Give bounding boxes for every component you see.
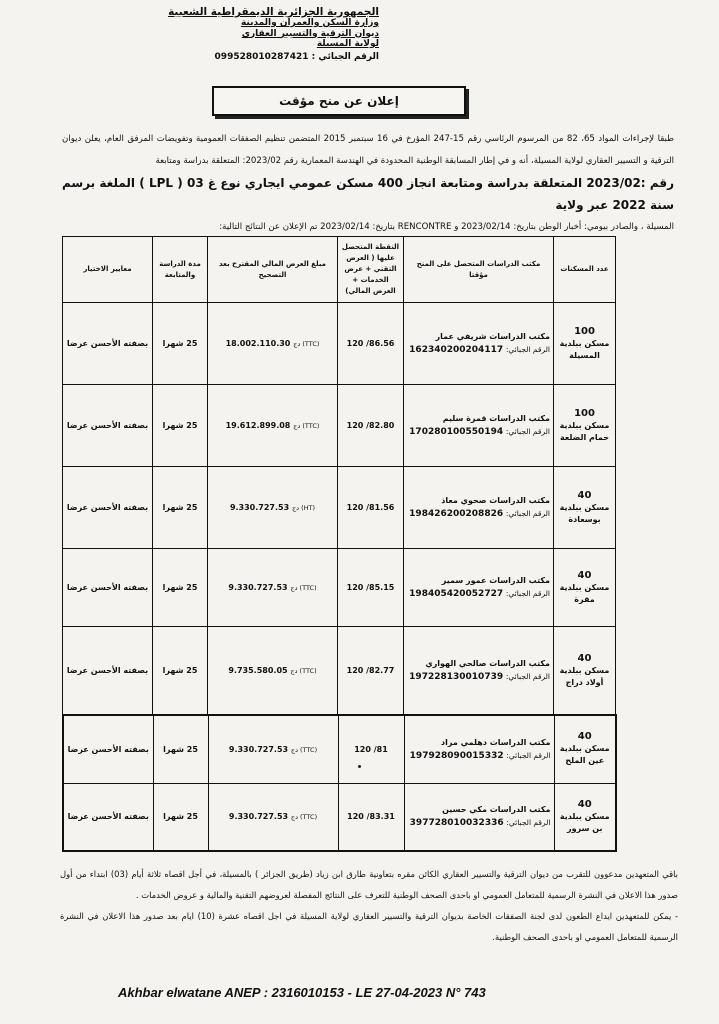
cell-duration: 25 شهرا <box>153 303 208 385</box>
count-label: مسكن ببلدية حمام الضلعة <box>559 420 610 442</box>
cell-duration: 25 شهرا <box>153 627 208 715</box>
cell-criteria: بصفته الأحسن عرضا <box>63 385 153 467</box>
cell-note: 120 /81.56 <box>338 467 404 549</box>
header-office: ديوان الترقية والتسيير العقاري <box>241 28 379 39</box>
letterhead <box>119 6 379 63</box>
table-header-row <box>63 237 616 303</box>
amount-value: 9.735.580.05 <box>228 666 288 675</box>
office-name: مكتب الدراسات عمور سمير <box>441 576 550 585</box>
intro-paragraph-3: المسيلة ، والصادر بيومي: أخبار الوطن بتاريخ: 2023/02/14 و RENCONTRE بتاريخ: 2023/02/14 تم الإعلان عن النتائج التالية: <box>219 222 674 232</box>
office-name: مكتب الدراسات صالحي الهواري <box>425 659 550 668</box>
amount-value: 9.330.727.53 <box>229 503 290 512</box>
cell-amount <box>208 303 338 385</box>
count-label: مسكن ببلدية بن سرور <box>559 811 610 833</box>
count-label: مسكن ببلدية مقرة <box>559 582 610 604</box>
header-tax-label: الرقم الجبائي : <box>311 51 379 62</box>
footer-paragraph-2: - يمكن للمتعهدين ايداع الطعون لدى لجنة الصفقات الخاصة بديوان الترقية والتسيير العقاري لولاية المسيلة في اجل اقصاه عشرة (10) ايام بعد صدور هذا الاعلان في النشرة الرسمية للمتعامل العمومي او باحدى الصحف الوطنية. <box>60 911 678 942</box>
scan-speck <box>358 765 361 768</box>
count-number: 40 <box>577 489 592 501</box>
office-tax-id: 198405420052727 <box>409 589 504 599</box>
cell-office <box>404 549 554 627</box>
cell-count <box>554 467 616 549</box>
cell-count <box>554 627 616 715</box>
office-name: مكتب الدراسات دهلمي مراد <box>441 737 551 747</box>
office-tax-label: الرقم الجبائي: <box>505 509 550 518</box>
amount-value: 9.330.727.53 <box>228 744 289 754</box>
amount-value: 9.330.727.53 <box>228 583 288 592</box>
count-number: 40 <box>577 569 592 581</box>
amount-value: 9.330.727.53 <box>228 812 289 822</box>
count-number: 100 <box>574 407 595 419</box>
header-tax-number: 099528010287421 <box>214 51 309 62</box>
intro-paragraph-1: طبقا لإجراءات المواد 65، 82 من المرسوم الرئاسي رقم 15-247 المؤرخ في 16 سبتمبر 2015 المتضمن تنظيم الصفقات العمومية وتفويضات المرفق العام، يعلن ديوان الترقية و التسيير العقاري لولاية المسيلة، أنه و في إطار المسابقة الوطنية المحدودة في الهندسة المعمارية رقم 2023/02: المتعلقة بدراسة ومتابعة <box>62 134 674 166</box>
cell-amount <box>208 385 338 467</box>
cell-amount <box>208 467 338 549</box>
results-body-1 <box>63 303 616 715</box>
office-tax-id: 170280100550194 <box>409 427 504 437</box>
cell-duration: 25 شهرا <box>153 549 208 627</box>
table-row <box>63 385 616 467</box>
cell-office <box>404 303 554 385</box>
cell-note: 120 /85.15 <box>338 549 404 627</box>
header-duration: مدة الدراسة والمتابعة <box>153 237 208 303</box>
cell-duration: 25 شهرا <box>153 783 208 851</box>
count-label: مسكن ببلدية بوسعادة <box>559 502 610 524</box>
amount-tag: دج (TTC) <box>293 422 320 430</box>
office-name: مكتب الدراسات قمرة سليم <box>442 414 550 423</box>
cell-office <box>404 627 554 715</box>
table-row <box>63 549 616 627</box>
amount-tag: دج (TTC) <box>290 745 318 754</box>
cell-count <box>554 715 616 783</box>
table-row <box>63 467 616 549</box>
office-tax-id: 162340200204117 <box>409 345 504 355</box>
cell-criteria: بصفته الأحسن عرضا <box>63 549 153 627</box>
header-amount: مبلغ العرض المالي المقترح بعد التصحيح <box>208 237 338 303</box>
office-tax-label: الرقم الجبائي: <box>505 427 550 436</box>
header-count: عدد المسكنات <box>554 237 616 303</box>
announcement-title: إعلان عن منح مؤقت <box>212 86 466 116</box>
cell-office <box>404 467 554 549</box>
cell-criteria: بصفته الأحسن عرضا <box>63 627 153 715</box>
cell-criteria: بصفته الأحسن عرضا <box>63 303 153 385</box>
footer-text <box>60 864 678 948</box>
cell-office <box>404 385 554 467</box>
count-label: مسكن ببلدية عين الملح <box>559 744 610 766</box>
cell-criteria: بصفته الأحسن عرضا <box>63 715 153 783</box>
intro-paragraph-2: رقم :2023/02 المتعلقة بدراسة ومتابعة انجاز 400 مسكن عمومي ايجاري نوع غ 03 ( LPL ) الملغة برسم سنة 2022 عبر ولاية <box>62 176 674 212</box>
header-wilaya: لولاية المسيلة <box>316 39 379 49</box>
cell-duration: 25 شهرا <box>153 715 208 783</box>
results-table <box>62 236 616 715</box>
office-tax-id: 197228130010739 <box>409 672 504 682</box>
cell-note: 120 /82.77 <box>338 627 404 715</box>
header-note: النقطة المتحصل عليها ( العرض التقني + عرض الخدمات + العرض المالي) <box>338 237 404 303</box>
count-number: 100 <box>574 325 595 337</box>
count-number: 40 <box>577 731 592 743</box>
cell-amount <box>208 783 338 851</box>
cell-amount <box>208 715 338 783</box>
amount-tag: دج (HT) <box>291 504 316 512</box>
header-ministry: وزارة السكن والعمران والمدينة <box>240 18 379 28</box>
cell-count <box>554 385 616 467</box>
intro-text <box>62 128 674 238</box>
cell-criteria: بصفته الأحسن عرضا <box>63 467 153 549</box>
cell-amount <box>208 627 338 715</box>
count-label: مسكن ببلدية المسيلة <box>559 338 610 360</box>
table-row <box>63 783 616 851</box>
office-tax-label: الرقم الجبائي: <box>505 345 550 354</box>
count-number: 40 <box>577 652 592 664</box>
cell-duration: 25 شهرا <box>153 385 208 467</box>
cell-office <box>404 783 554 851</box>
cell-count <box>554 783 616 851</box>
header-criteria: معايير الاختيار <box>63 237 153 303</box>
office-tax-label: الرقم الجبائي: <box>505 589 550 598</box>
office-tax-label: الرقم الجبائي: <box>506 818 551 828</box>
amount-tag: دج (TTC) <box>293 340 320 348</box>
results-body-2 <box>63 715 616 851</box>
amount-tag: دج (TTC) <box>290 667 317 675</box>
results-table-continued <box>62 714 617 852</box>
table-row <box>63 303 616 385</box>
footer-paragraph-1: باقي المتعهدين مدعوون للتقرب من ديوان الترقية والتسيير العقاري الكائن مقره بتعاونية طارق ابن زياد (طريق الجزائر ) بالمسيلة، في أجل اقصاه ثلاثة أيام (03) ابتداء من أول صدور هذا الاعلان في النشرة الرسمية للمتعامل العمومي او باحدى الصحف الوطنية للتعرف على النتائج المفصلة لعروضهم التقنية والمالية و عروض الخدمات . <box>60 869 679 900</box>
cell-note: 120 /83.31 <box>338 783 404 851</box>
amount-tag: دج (TTC) <box>290 813 318 822</box>
header-tax-id <box>119 52 379 63</box>
count-label: مسكن ببلدية أولاد دراج <box>559 665 610 687</box>
amount-tag: دج (TTC) <box>290 584 317 592</box>
cell-duration: 25 شهرا <box>153 467 208 549</box>
cell-note: 120 /82.80 <box>338 385 404 467</box>
office-tax-id: 198426200208826 <box>409 509 504 519</box>
office-tax-id: 197928090015332 <box>409 750 504 761</box>
table-row <box>63 715 616 783</box>
cell-criteria: بصفته الأحسن عرضا <box>63 783 153 851</box>
header-office: مكتب الدراسات المتحصل على المنح مؤقتا <box>404 237 554 303</box>
office-name: مكتب الدراسات صحوي معاذ <box>441 496 550 505</box>
publication-reference: Akhbar elwatane ANEP : 2316010153 - LE 27-04-2023 N° 743 <box>118 985 486 1000</box>
cell-note: 120 /81 <box>338 715 404 783</box>
amount-value: 19.612.899.08 <box>225 421 291 430</box>
cell-amount <box>208 549 338 627</box>
office-name: مكتب الدراسات مكي حسين <box>442 805 551 815</box>
cell-count <box>554 549 616 627</box>
table-row <box>63 627 616 715</box>
office-name: مكتب الدراسات شريفي عمار <box>435 332 550 341</box>
office-tax-label: الرقم الجبائي: <box>505 672 550 681</box>
amount-value: 18.002.110.30 <box>225 339 291 348</box>
header-republic: الجمهورية الجزائرية الديمقراطية الشعبية <box>168 6 379 18</box>
cell-count <box>554 303 616 385</box>
office-tax-label: الرقم الجبائي: <box>506 750 551 760</box>
office-tax-id: 397728010032336 <box>409 818 504 829</box>
cell-office <box>404 715 554 783</box>
cell-note: 120 /86.56 <box>338 303 404 385</box>
count-number: 40 <box>577 798 592 810</box>
